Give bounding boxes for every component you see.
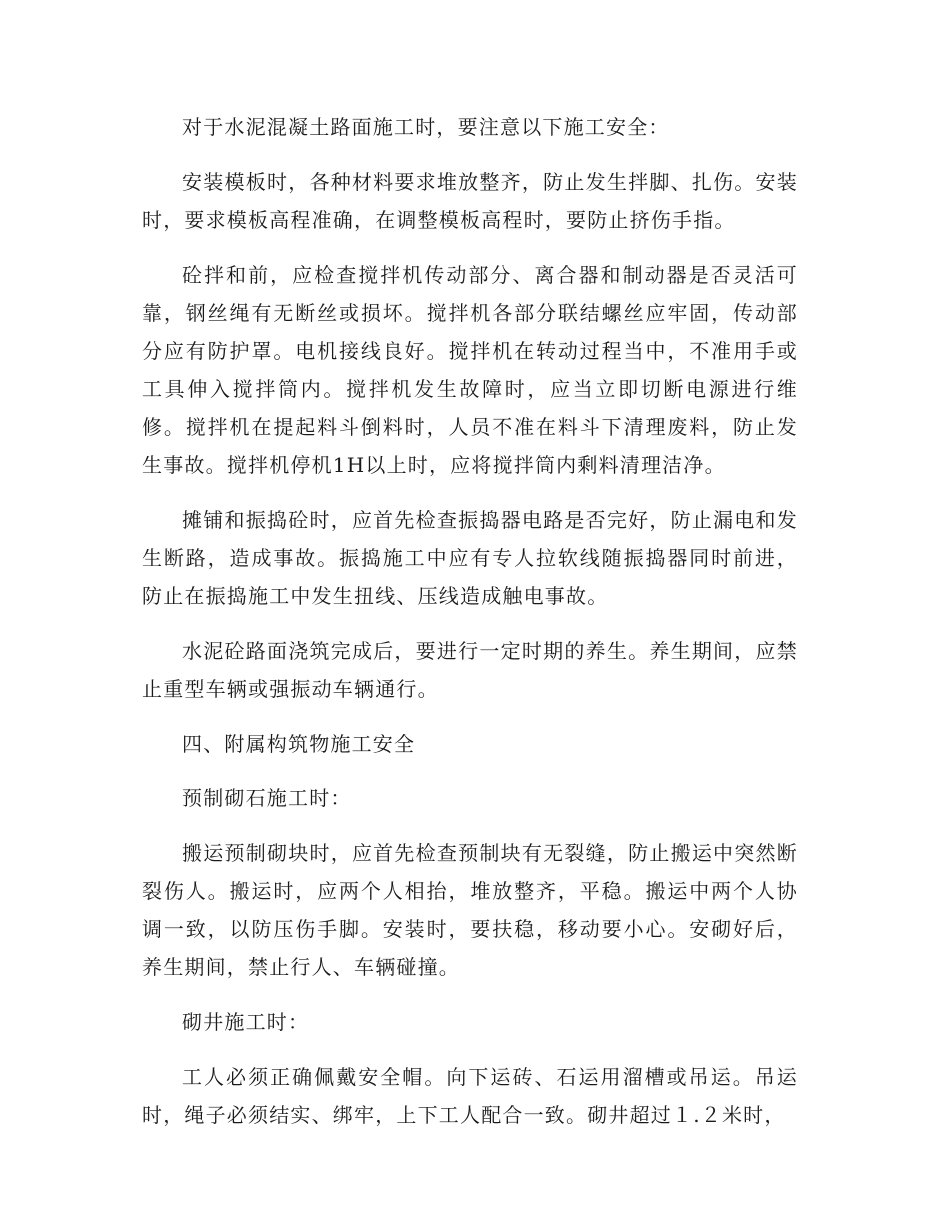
paragraph-mixer: 砼拌和前，应检查搅拌机传动部分、离合器和制动器是否灵活可靠，钢丝绳有无断丝或损坏。搅拌机各部分联结螺丝应牢固，传动部分应有防护罩。电机接线良好。搅拌机在转动过程当中，不准用手或工具伸入搅拌筒内。搅拌机发生故障时，应当立即切断电源进行维修。搅拌机在提起料斗倒料时，人员不准在料斗下清理废料，防止发生事故。搅拌机停机1H以上时，应将搅拌筒内剩料清理洁净。 <box>142 263 798 477</box>
paragraph-formwork: 安装模板时，各种材料要求堆放整齐，防止发生拌脚、扎伤。安装时，要求模板高程准确，在调整模板高程时，要防止挤伤手指。 <box>142 170 798 232</box>
paragraph-precast-title: 预制砌石施工时： <box>182 786 352 810</box>
paragraph-curing: 水泥砼路面浇筑完成后，要进行一定时期的养生。养生期间，应禁止重型车辆或强振动车辆通行。 <box>142 639 798 701</box>
paragraph-precast: 搬运预制砌块时，应首先检查预制块有无裂缝，防止搬运中突然断裂伤人。搬运时，应两个人相抬，堆放整齐，平稳。搬运中两个人协调一致，以防压伤手脚。安装时，要扶稳，移动要小心。安砌好后，养生期间，禁止行人、车辆碰撞。 <box>142 841 798 979</box>
section-heading-ancillary: 四、附属构筑物施工安全 <box>182 732 416 756</box>
paragraph-well-title: 砌井施工时： <box>182 1010 310 1034</box>
paragraph-intro: 对于水泥混凝土路面施工时，要注意以下施工安全： <box>182 115 670 139</box>
document-body <box>142 108 798 1151</box>
paragraph-well: 工人必须正确佩戴安全帽。向下运砖、石运用溜槽或吊运。吊运时，绳子必须结实、绑牢，上下工人配合一致。砌井超过１.２米时， <box>142 1065 798 1127</box>
paragraph-vibrating: 摊铺和振捣砼时，应首先检查振捣器电路是否完好，防止漏电和发生断路，造成事故。振捣施工中应有专人拉软线随振捣器同时前进，防止在振捣施工中发生扭线、压线造成触电事故。 <box>142 508 798 608</box>
